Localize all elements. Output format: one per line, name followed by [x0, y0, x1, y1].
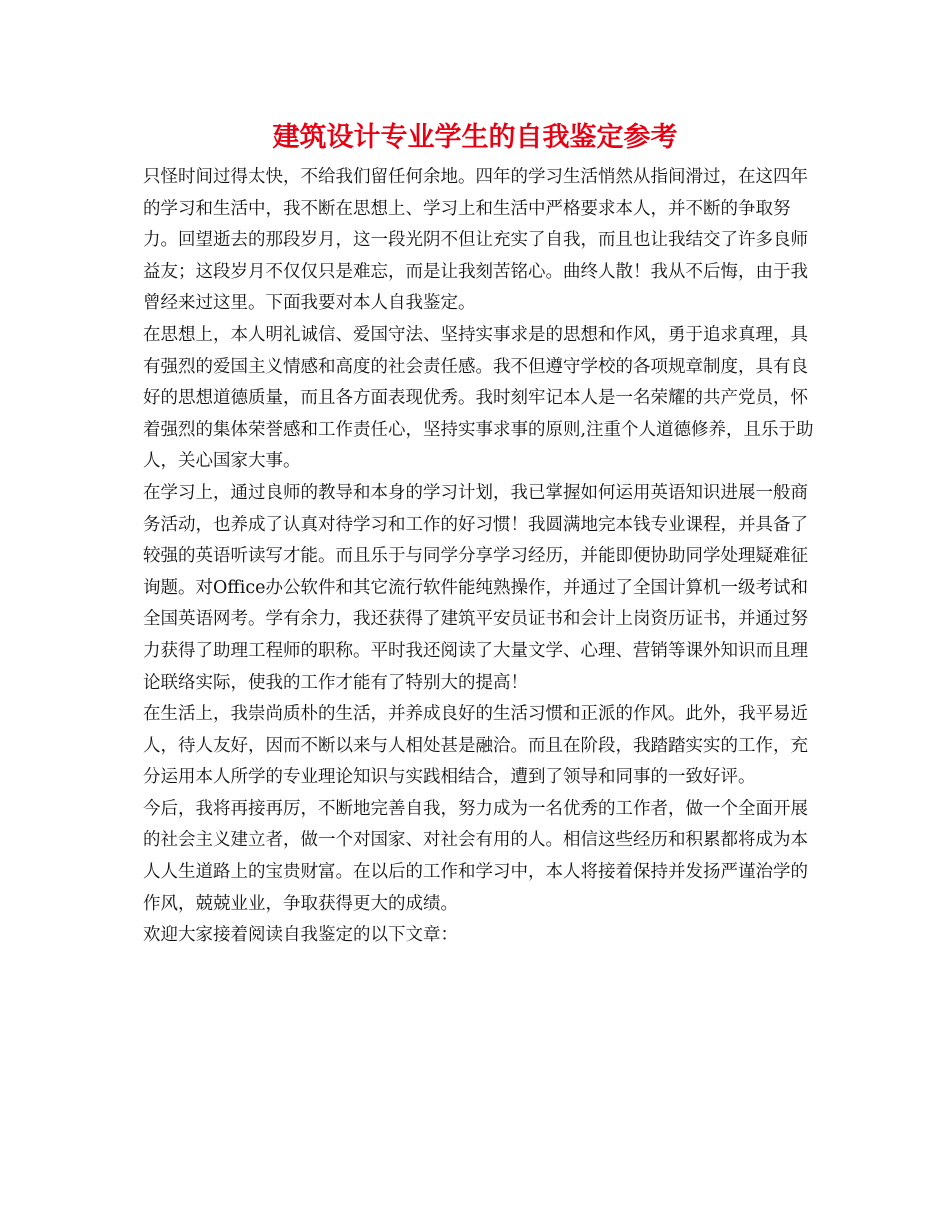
- document-body: [143, 162, 823, 952]
- paragraph-future: 今后，我将再接再厉，不断地完善自我，努力成为一名优秀的工作者，做一个全面开展的社会主义建立者，做一个对国家、对社会有用的人。相信这些经历和积累都将成为本人人生道路上的宝贵财富。在以后的工作和学习中，本人将接着保持并发扬严谨治学的作风，兢兢业业，争取获得更大的成绩。: [143, 798, 808, 914]
- paragraph-closing: 欢迎大家接着阅读自我鉴定的以下文章：: [143, 925, 458, 946]
- paragraph-intro: 只怪时间过得太快，不给我们留任何余地。四年的学习生活悄然从指间滑过，在这四年的学习和生活中，我不断在思想上、学习上和生活中严格要求本人，并不断的争取努力。回望逝去的那段岁月，这一段光阴不但让充实了自我，而且也让我结交了许多良师益友；这段岁月不仅仅只是难忘，而是让我刻苦铭心。曲终人散！我从不后悔，由于我曾经来过这里。下面我要对本人自我鉴定。: [143, 167, 808, 314]
- document-title: 建筑设计专业学生的自我鉴定参考: [272, 122, 678, 153]
- paragraph-study: 在学习上，通过良师的教导和本身的学习计划，我已掌握如何运用英语知识进展一般商务活动，也养成了认真对待学习和工作的好习惯！我圆满地完本钱专业课程，并具备了较强的英语听读写才能。而且乐于与同学分享学习经历，并能即便协助同学处理疑难征询题。对Office办公软件和其它流行软件能纯熟操作，并通过了全国计算机一级考试和全国英语网考。学有余力，我还获得了建筑平安员证书和会计上岗资历证书，并通过努力获得了助理工程师的职称。平时我还阅读了大量文学、心理、营销等课外知识而且理论联络实际，使我的工作才能有了特别大的提高！: [143, 482, 809, 693]
- paragraph-ideology: 在思想上，本人明礼诚信、爱国守法、坚持实事求是的思想和作风，勇于追求真理，具有强烈的爱国主义情感和高度的社会责任感。我不但遵守学校的各项规章制度，具有良好的思想道德质量，而且各方面表现优秀。我时刻牢记本人是一名荣耀的共产党员，怀着强烈的集体荣誉感和工作责任心，坚持实事求事的原则,注重个人道德修养，且乐于助人，关心国家大事。: [143, 324, 814, 472]
- paragraph-life: 在生活上，我崇尚质朴的生活，并养成良好的生活习惯和正派的作风。此外，我平易近人，待人友好，因而不断以来与人相处甚是融洽。而且在阶段，我踏踏实实的工作，充分运用本人所学的专业理论知识与实践相结合，遭到了领导和同事的一致好评。: [143, 704, 808, 788]
